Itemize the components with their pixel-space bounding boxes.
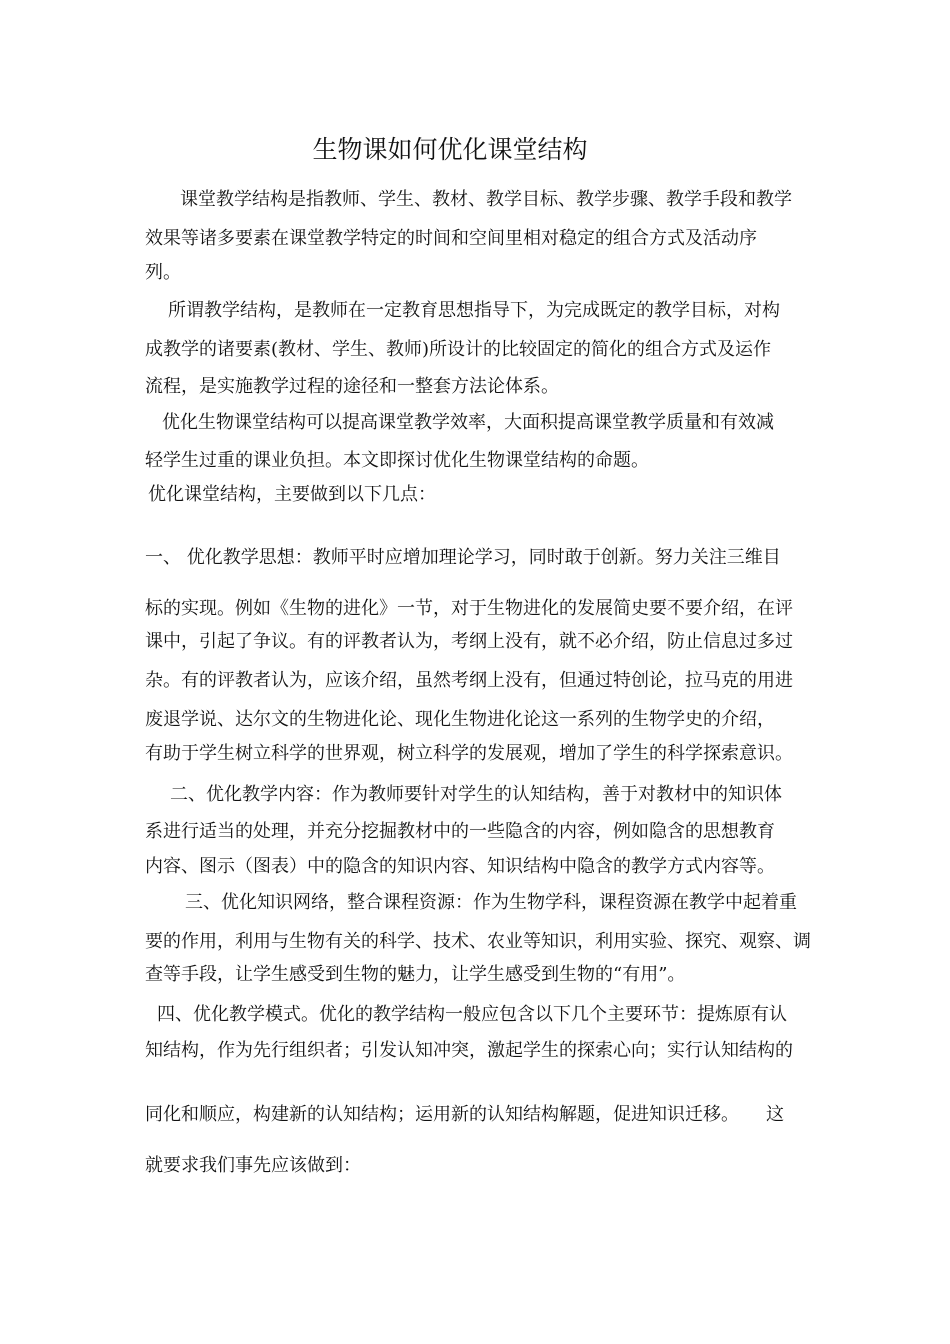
text-line: 知结构，作为先行组织者；引发认知冲突，激起学生的探索心向；实行认知结构的 bbox=[145, 1040, 793, 1061]
text-line: 三、优化知识网络，整合课程资源：作为生物学科，课程资源在教学中起着重 bbox=[185, 892, 797, 913]
text-line: 优化生物课堂结构可以提高课堂教学效率，大面积提高课堂教学质量和有效减 bbox=[162, 412, 774, 433]
text-line: 查等手段，让学生感受到生物的魅力，让学生感受到生物的“有用”。 bbox=[145, 964, 686, 985]
text-line: 标的实现。例如《生物的进化》一节，对于生物进化的发展简史要不要介绍，在评 bbox=[145, 598, 793, 619]
text-line: 所谓教学结构，是教师在一定教育思想指导下，为完成既定的教学目标，对构 bbox=[168, 300, 780, 321]
text-line: 列。 bbox=[145, 262, 181, 283]
text-line: 内容、图示（图表）中的隐含的知识内容、知识结构中隐含的教学方式内容等。 bbox=[145, 856, 775, 877]
text-line: 课中，引起了争议。有的评教者认为，考纲上没有，就不必介绍，防止信息过多过 bbox=[145, 631, 793, 652]
text-line: 系进行适当的处理，并充分挖掘教材中的一些隐含的内容，例如隐含的思想教育 bbox=[145, 821, 775, 842]
text-line: 一、 优化教学思想：教师平时应增加理论学习，同时敢于创新。努力关注三维目 bbox=[145, 547, 781, 568]
text-line: 优化课堂结构，主要做到以下几点： bbox=[148, 484, 436, 505]
text-line: 四、优化教学模式。优化的教学结构一般应包含以下几个主要环节：提炼原有认 bbox=[157, 1004, 787, 1025]
text-line: 同化和顺应，构建新的认知结构；运用新的认知结构解题，促进知识迁移。 这 bbox=[145, 1104, 784, 1125]
text-line: 课堂教学结构是指教师、学生、教材、教学目标、教学步骤、教学手段和教学 bbox=[180, 189, 792, 210]
text-line: 就要求我们事先应该做到： bbox=[145, 1155, 361, 1176]
document-title: 生物课如何优化课堂结构 bbox=[312, 135, 588, 164]
text-line: 成教学的诸要素(教材、学生、教师)所设计的比较固定的简化的组合方式及运作 bbox=[145, 339, 772, 360]
text-line: 废退学说、达尔文的生物进化论、现化生物进化论这一系列的生物学史的介绍， bbox=[145, 709, 775, 730]
text-line: 二、优化教学内容：作为教师要针对学生的认知结构，善于对教材中的知识体 bbox=[170, 784, 782, 805]
text-line: 要的作用，利用与生物有关的科学、技术、农业等知识，利用实验、探究、观察、调 bbox=[145, 931, 811, 952]
text-line: 杂。有的评教者认为，应该介绍，虽然考纲上没有，但通过特创论，拉马克的用进 bbox=[145, 670, 793, 691]
text-line: 流程，是实施教学过程的途径和一整套方法论体系。 bbox=[145, 376, 559, 397]
text-line: 效果等诸多要素在课堂教学特定的时间和空间里相对稳定的组合方式及活动序 bbox=[145, 228, 757, 249]
text-line: 有助于学生树立科学的世界观，树立科学的发展观，增加了学生的科学探索意识。 bbox=[145, 743, 793, 764]
text-line: 轻学生过重的课业负担。本文即探讨优化生物课堂结构的命题。 bbox=[145, 450, 649, 471]
